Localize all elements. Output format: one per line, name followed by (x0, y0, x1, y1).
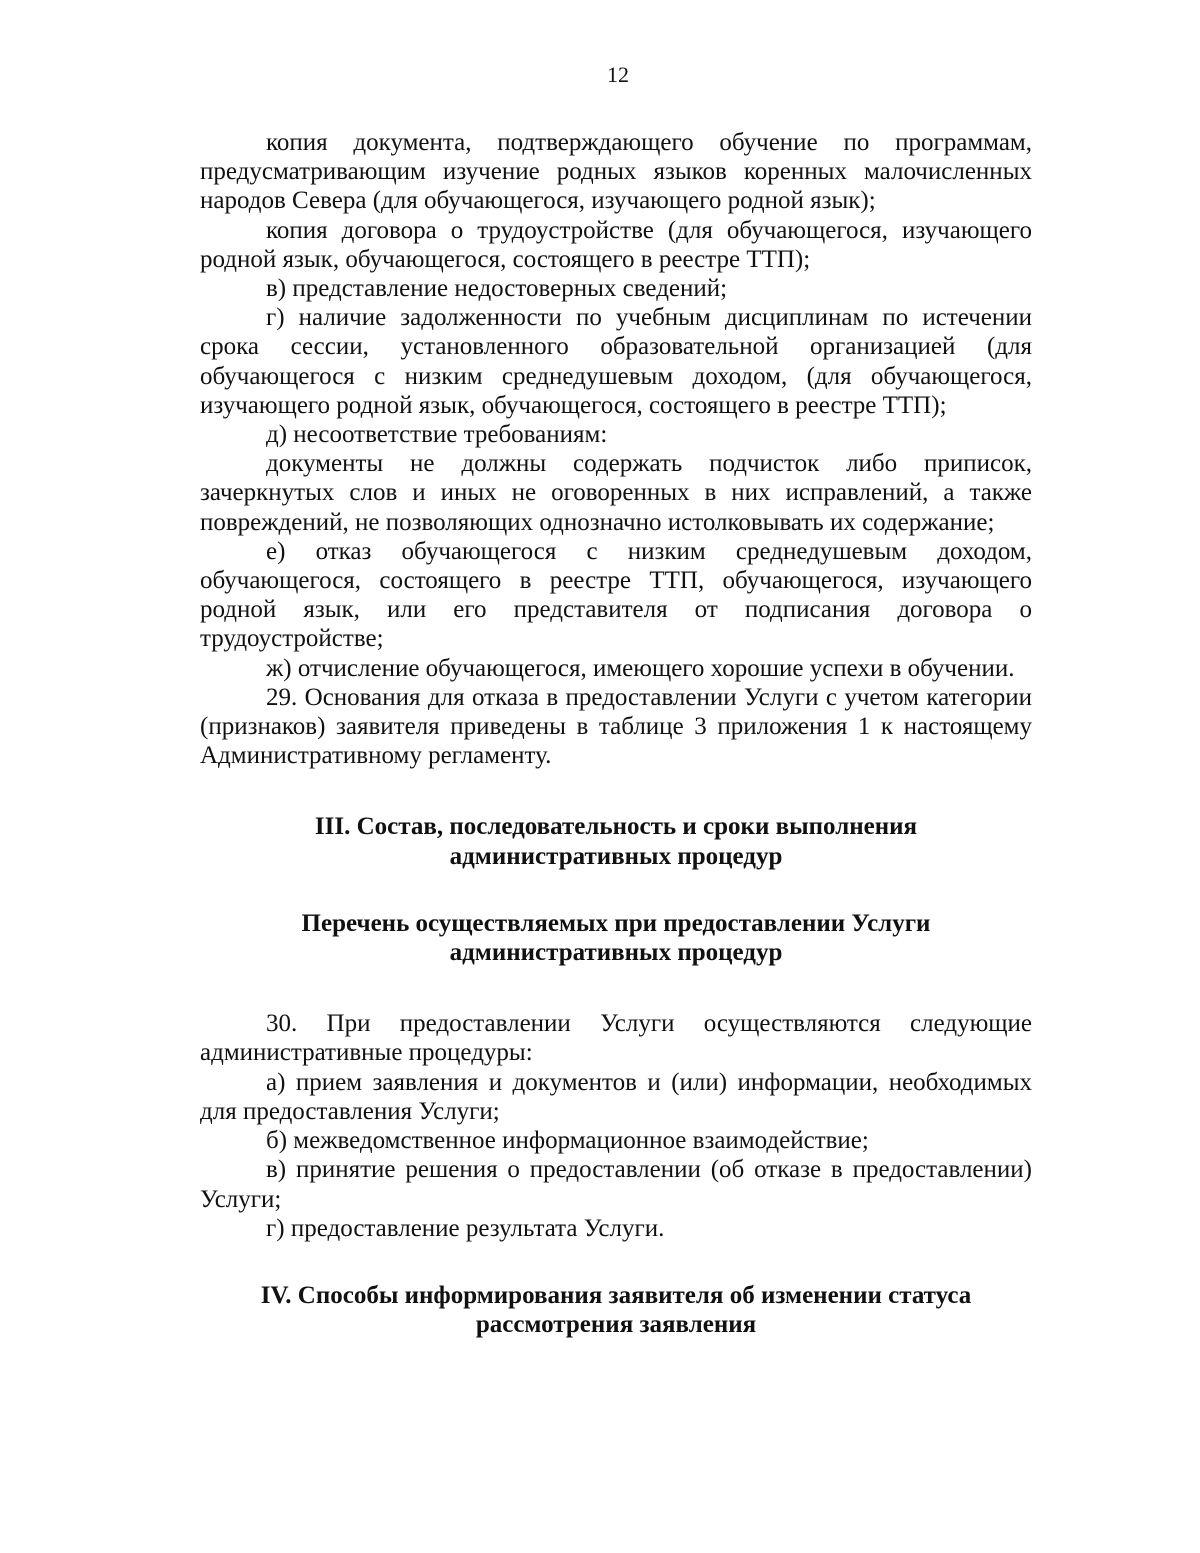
section-iii-subheading-line1: Перечень осуществляемых при предоставлении Услуги (301, 909, 931, 937)
section-iv-heading (200, 1281, 1032, 1339)
section-iii-heading-line1: III. Состав, последовательность и сроки выполнения (314, 813, 918, 841)
paragraph-item-g: г) наличие задолженности по учебным дисциплинам по истечении срока сессии, установленного образовательной организацией (для обучающегося с низким среднедушевым доходом, (для обучающегося, изучающего родной язык, обучающегося, состоящего в реестре ТТП); (200, 304, 1032, 419)
paragraph-procedure-b: б) межведомственное информационное взаимодействие; (266, 1127, 869, 1155)
paragraph-procedure-v: в) принятие решения о предоставлении (об отказе в предоставлении) Услуги; (200, 1156, 1032, 1213)
paragraph-item-v: в) представление недостоверных сведений; (266, 275, 728, 303)
section-iii-subheading (200, 909, 1032, 967)
section-iv-heading-line1: IV. Способы информирования заявителя об изменении статуса (260, 1281, 972, 1309)
section-iii-subheading-line2: административных процедур (449, 939, 783, 967)
paragraph-procedure-a: а) прием заявления и документов и (или) информации, необходимых для предоставления Услуги; (200, 1068, 1032, 1125)
paragraph-29: 29. Основания для отказа в предоставлении Услуги с учетом категории (признаков) заявителя приведены в таблице 3 приложения 1 к настоящему Административному регламенту. (200, 683, 1032, 770)
paragraph-procedure-g: г) предоставление результата Услуги. (266, 1214, 665, 1242)
section-iv-heading-line2: рассмотрения заявления (475, 1311, 757, 1339)
paragraph-30: 30. При предоставлении Услуги осуществляются следующие административные процедуры: (200, 1010, 1032, 1067)
page-number: 12 (607, 62, 629, 87)
section-iii-heading-line2: административных процедур (449, 842, 783, 870)
paragraph-item-e: е) отказ обучающегося с низким среднедушевым доходом, обучающегося, состоящего в реестре ТТП, обучающегося, изучающего родной язык, или его представителя от подписания договора о трудоустройстве; (200, 537, 1032, 653)
section-iii-heading (200, 812, 1032, 870)
paragraph-native-language-copy: копия документа, подтверждающего обучение по программам, предусматривающим изучение родных языков коренных малочисленных народов Севера (для обучающегося, изучающего родной язык); (200, 129, 1032, 215)
paragraph-item-zh: ж) отчисление обучающегося, имеющего хорошие успехи в обучении. (266, 654, 1015, 682)
paragraph-employment-contract-copy: копия договора о трудоустройстве (для обучающегося, изучающего родной язык, обучающегося, состоящего в реестре ТТП); (200, 216, 1032, 273)
paragraph-item-d: д) несоответствие требованиям: (266, 421, 608, 449)
document-body (200, 128, 1032, 1339)
paragraph-documents-requirements: документы не должны содержать подчисток либо приписок, зачеркнутых слов и иных не оговоренных в них исправлений, а также повреждений, не позволяющих однозначно истолковывать их содержание; (200, 450, 1032, 536)
